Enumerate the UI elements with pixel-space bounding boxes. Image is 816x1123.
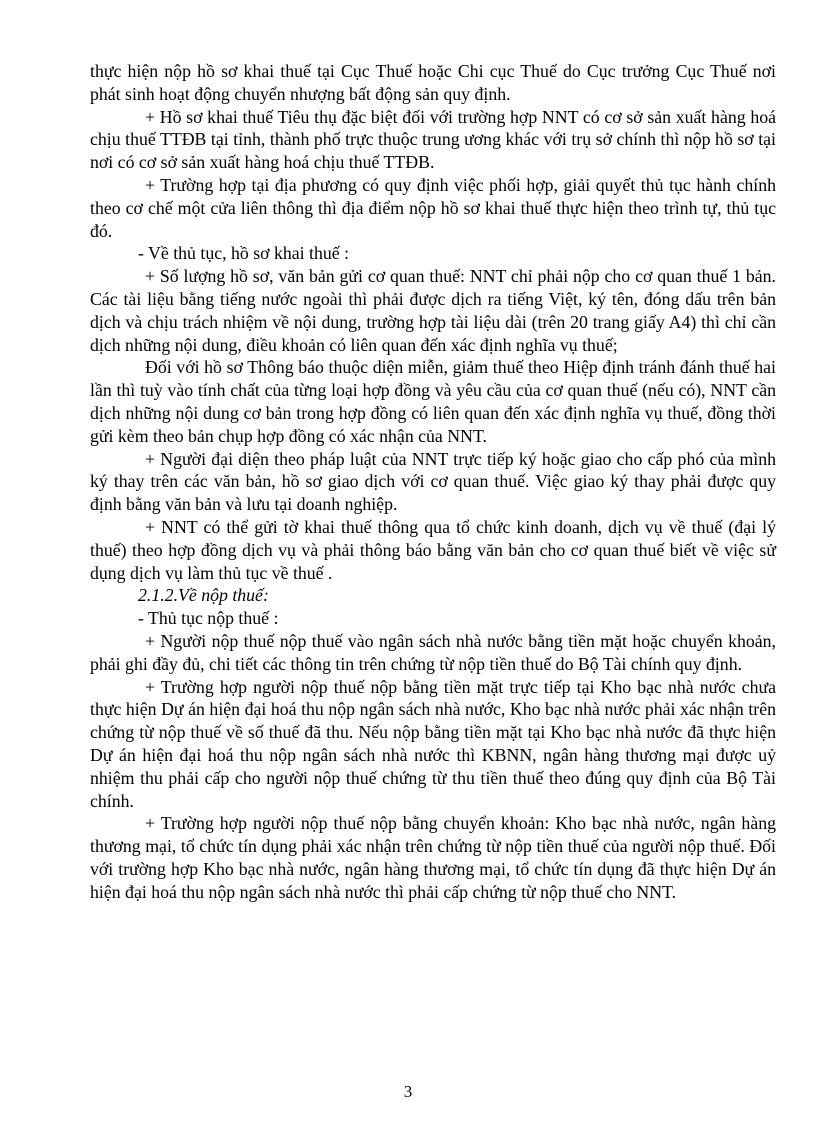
paragraph-document-count: + Số lượng hồ sơ, văn bản gửi cơ quan thuế: NNT chỉ phải nộp cho cơ quan thuế 1 bản. Các tài liệu bằng tiếng nước ngoài thì phải được dịch ra tiếng Việt, ký tên, đóng dấu trên bản dịch và chịu trách nhiệm về nội dung, trường hợp tài liệu dài (trên 20 trang giấy A4) thì chỉ cần dịch những nội dung, điều khoản có liên quan đến xác định nghĩa vụ thuế; bbox=[90, 266, 776, 355]
document-body bbox=[90, 60, 776, 903]
paragraph-continuation: thực hiện nộp hồ sơ khai thuế tại Cục Thuế hoặc Chi cục Thuế do Cục trưởng Cục Thuế nơi phát sinh hoạt động chuyển nhượng bất động sản quy định. bbox=[90, 61, 776, 104]
paragraph-tax-agent: + NNT có thể gửi tờ khai thuế thông qua tổ chức kinh doanh, dịch vụ về thuế (đại lý thuế) theo hợp đồng dịch vụ và phải thông báo bằng văn bản cho cơ quan thuế biết về việc sử dụng dịch vụ làm thủ tục về thuế . bbox=[90, 516, 776, 583]
subheading-payment-procedure: - Thủ tục nộp thuế : bbox=[138, 608, 279, 629]
paragraph-ttdb-filing: + Hồ sơ khai thuế Tiêu thụ đặc biệt đối với trường hợp NNT có cơ sở sản xuất hàng hoá chịu thuế TTĐB tại tỉnh, thành phố trực thuộc trung ương khác với trụ sở chính thì nộp hồ sơ tại nơi có cơ sở sản xuất hàng hoá chịu thuế TTĐB. bbox=[90, 106, 776, 173]
paragraph-payment-methods: + Người nộp thuế nộp thuế vào ngân sách nhà nước bằng tiền mặt hoặc chuyển khoản, phải ghi đầy đủ, chi tiết các thông tin trên chứng từ nộp tiền thuế do Bộ Tài chính quy định. bbox=[90, 630, 776, 674]
paragraph-tax-treaty-notice: Đối với hồ sơ Thông báo thuộc diện miễn, giảm thuế theo Hiệp định tránh đánh thuế hai lần thì tuỳ vào tính chất của từng loại hợp đồng và yêu cầu của cơ quan thuế (nếu có), NNT cần dịch những nội dung cơ bản trong hợp đồng có liên quan đến xác định nghĩa vụ thuế, đồng thời gửi kèm theo bản chụp hợp đồng có xác nhận của NNT. bbox=[90, 357, 776, 446]
paragraph-cash-payment: + Trường hợp người nộp thuế nộp bằng tiền mặt trực tiếp tại Kho bạc nhà nước chưa thực hiện Dự án hiện đại hoá thu nộp ngân sách nhà nước, Kho bạc nhà nước phải xác nhận trên chứng từ nộp thuế về số thuế đã thu. Nếu nộp bằng tiền mặt tại Kho bạc nhà nước đã thực hiện Dự án hiện đại hoá thu nộp ngân sách nhà nước thì KBNN, ngân hàng thương mại được uỷ nhiệm thu phải cấp cho người nộp thuế chứng từ thu tiền thuế theo đúng quy định của Bộ Tài chính. bbox=[90, 676, 776, 811]
page-number: 3 bbox=[403, 1082, 413, 1101]
paragraph-legal-representative: + Người đại diện theo pháp luật của NNT trực tiếp ký hoặc giao cho cấp phó của mình ký thay trên các văn bản, hồ sơ giao dịch với cơ quan thuế. Việc giao ký thay phải được quy định bằng văn bản và lưu tại doanh nghiệp. bbox=[90, 448, 776, 515]
paragraph-one-stop-procedure: + Trường hợp tại địa phương có quy định việc phối hợp, giải quyết thủ tục hành chính theo cơ chế một cửa liên thông thì địa điểm nộp hồ sơ khai thuế thực hiện theo trình tự, thủ tục đó. bbox=[90, 174, 776, 241]
paragraph-transfer-payment: + Trường hợp người nộp thuế nộp bằng chuyển khoản: Kho bạc nhà nước, ngân hàng thương mại, tổ chức tín dụng phải xác nhận trên chứng từ nộp tiền thuế của người nộp thuế. Đối với trường hợp Kho bạc nhà nước, ngân hàng thương mại, tổ chức tín dụng đã thực hiện Dự án hiện đại hoá thu nộp ngân sách nhà nước thì phải cấp chứng từ nộp thuế cho NNT. bbox=[90, 813, 776, 902]
subheading-filing-procedure: - Về thủ tục, hồ sơ khai thuế : bbox=[138, 243, 350, 264]
section-heading-tax-payment: 2.1.2.Về nộp thuế: bbox=[138, 585, 269, 606]
